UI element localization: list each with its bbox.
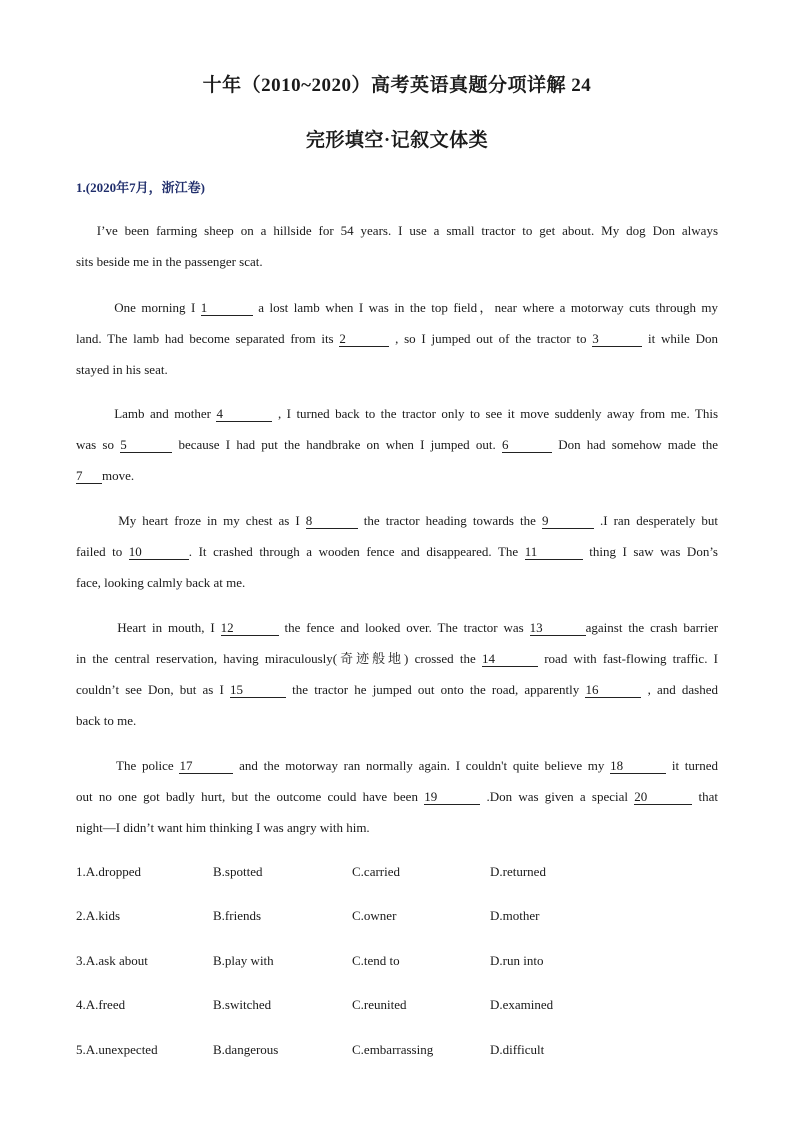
option-d[interactable]: D.run into (490, 953, 544, 968)
passage-text: My heart froze in my chest as I (118, 513, 300, 528)
option-a[interactable]: 3.A.ask about (76, 953, 148, 968)
passage-text: land. The lamb had become separated from its (76, 331, 334, 346)
blank-3[interactable]: 3 (592, 331, 642, 347)
option-b[interactable]: B.spotted (213, 864, 263, 879)
option-c[interactable]: C.embarrassing (352, 1042, 434, 1057)
passage-text: , I turned back to the tractor only to see it move suddenly away from me. This (277, 406, 719, 421)
passage-text: , and dashed (647, 682, 719, 697)
passage-paragraph (76, 505, 718, 598)
passage-text: Heart in mouth, I (117, 620, 215, 635)
option-c[interactable]: C.tend to (352, 953, 400, 968)
blank-1[interactable]: 1 (201, 300, 253, 316)
blank-17[interactable]: 17 (179, 758, 233, 774)
blank-4[interactable]: 4 (216, 406, 272, 422)
passage-text: I’ve been farming sheep on a hillside for 54 years. I use a small tractor to get about. My dog Don always (96, 223, 718, 238)
passage-paragraph (76, 612, 718, 736)
passage-text: it while Don (648, 331, 719, 346)
page-title: 十年（2010~2020）高考英语真题分项详解 24 (202, 75, 592, 96)
passage-text: it turned (671, 758, 719, 773)
passage-text: the tractor heading towards the (363, 513, 536, 528)
option-c[interactable]: C.owner (352, 908, 397, 923)
option-b[interactable]: B.switched (213, 997, 272, 1012)
blank-18[interactable]: 18 (610, 758, 666, 774)
passage-text: road with fast-flowing traffic. I (544, 651, 719, 666)
blank-9[interactable]: 9 (542, 513, 594, 529)
question-source-heading: 1.(2020年7月，浙江卷) (76, 180, 205, 195)
option-d[interactable]: D.difficult (490, 1042, 545, 1057)
passage-text: .I ran desperately but (599, 513, 719, 528)
option-b[interactable]: B.play with (213, 953, 274, 968)
passage-text: and the motorway ran normally again. I couldn't quite believe my (239, 758, 605, 773)
passage-text: that (698, 789, 719, 804)
option-d[interactable]: D.examined (490, 997, 554, 1012)
blank-16[interactable]: 16 (585, 682, 641, 698)
passage-text: Lamb and mother (114, 406, 212, 421)
blank-12[interactable]: 12 (221, 620, 279, 636)
blank-13[interactable]: 13 (530, 620, 586, 636)
passage-text: stayed in his seat. (76, 362, 168, 377)
passage-paragraph (76, 215, 718, 277)
blank-5[interactable]: 5 (120, 437, 172, 453)
passage-paragraph (76, 292, 718, 385)
blank-20[interactable]: 20 (634, 789, 692, 805)
passage-text: The police (116, 758, 174, 773)
passage-text: against the crash barrier (585, 620, 719, 635)
passage-text: the tractor he jumped out onto the road, apparently (292, 682, 580, 697)
option-b[interactable]: B.friends (213, 908, 262, 923)
passage-text: back to me. (76, 713, 137, 728)
blank-8[interactable]: 8 (306, 513, 358, 529)
passage-text: night—I didn’t want him thinking I was angry with him. (76, 820, 370, 835)
passage-text: .Don was given a special (486, 789, 629, 804)
option-d[interactable]: D.mother (490, 908, 540, 923)
passage-paragraph (76, 750, 718, 843)
option-c[interactable]: C.reunited (352, 997, 407, 1012)
passage-text: in the central reservation, having miraculously(奇迹般地) crossed the (76, 651, 476, 666)
passage-text: move. (102, 468, 135, 483)
passage-text: thing I saw was Don’s (589, 544, 718, 559)
passage-text: because I had put the handbrake on when I jumped out. (178, 437, 496, 452)
passage-paragraph (76, 398, 718, 491)
passage-text: . It crashed through a wooden fence and disappeared. The (188, 544, 519, 559)
blank-2[interactable]: 2 (339, 331, 389, 347)
blank-15[interactable]: 15 (230, 682, 286, 698)
passage-text: the fence and looked over. The tractor was (284, 620, 524, 635)
option-a[interactable]: 2.A.kids (76, 908, 121, 923)
blank-6[interactable]: 6 (502, 437, 552, 453)
passage-text: was so (76, 437, 114, 452)
option-a[interactable]: 5.A.unexpected (76, 1042, 158, 1057)
passage-text: out no one got badly hurt, but the outcome could have been (76, 789, 418, 804)
blank-10[interactable]: 10 (129, 544, 189, 560)
blank-14[interactable]: 14 (482, 651, 538, 667)
passage-text: a lost lamb when I was in the top field，near where a motorway cuts through my (258, 300, 719, 315)
blank-7[interactable]: 7 (76, 468, 102, 484)
passage-text: Don had somehow made the (558, 437, 719, 452)
blank-19[interactable]: 19 (424, 789, 480, 805)
option-a[interactable]: 1.A.dropped (76, 864, 141, 879)
passage-text: sits beside me in the passenger scat. (76, 254, 263, 269)
passage-text: failed to (76, 544, 123, 559)
passage-text: couldn’t see Don, but as I (76, 682, 224, 697)
passage-text: , so I jumped out of the tractor to (395, 331, 587, 346)
option-d[interactable]: D.returned (490, 864, 546, 879)
blank-11[interactable]: 11 (525, 544, 583, 560)
option-b[interactable]: B.dangerous (213, 1042, 279, 1057)
passage-text: One morning I (114, 300, 196, 315)
passage-text: face, looking calmly back at me. (76, 575, 246, 590)
page-subtitle: 完形填空·记叙文体类 (305, 130, 489, 151)
option-a[interactable]: 4.A.freed (76, 997, 126, 1012)
option-c[interactable]: C.carried (352, 864, 401, 879)
